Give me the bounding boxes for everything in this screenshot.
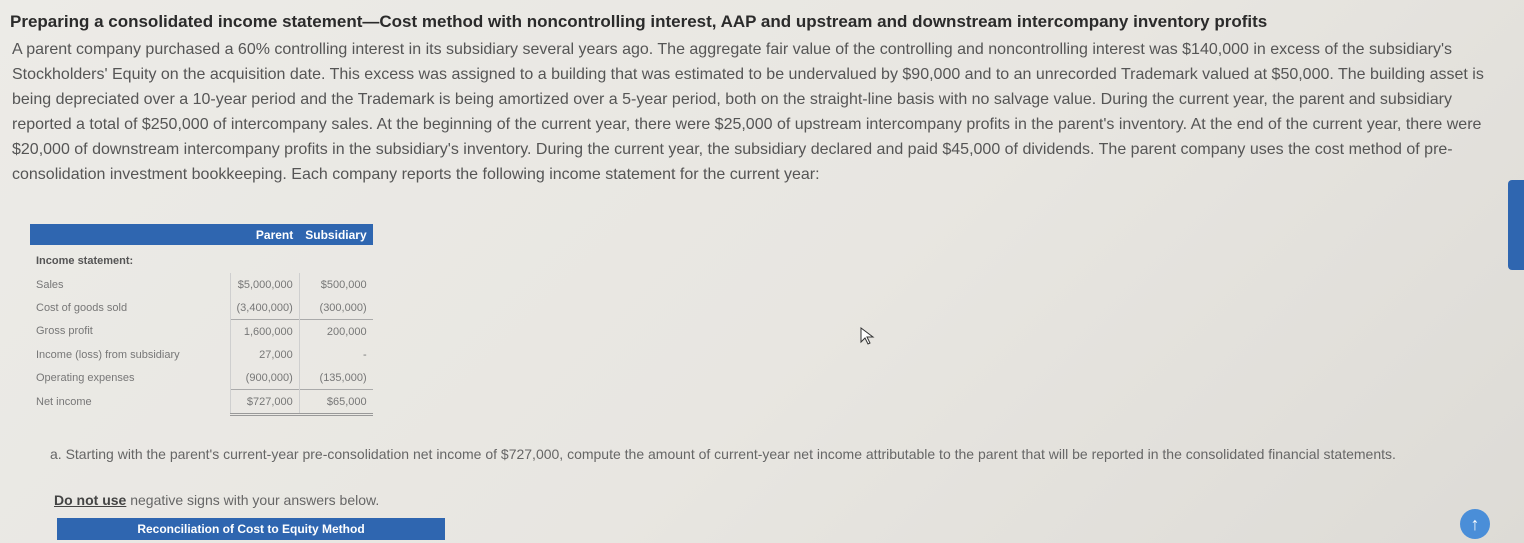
row-label: Income (loss) from subsidiary — [36, 348, 180, 361]
table-row — [30, 343, 373, 366]
parent-value: 1,600,000 — [230, 320, 299, 344]
header-blank-cell — [30, 224, 230, 245]
empty-cell — [230, 245, 299, 273]
instruction-text — [54, 492, 379, 508]
empty-cell — [299, 245, 372, 273]
subsidiary-value: $500,000 — [299, 273, 372, 296]
column-header-parent: Parent — [230, 224, 299, 245]
scroll-to-top-button[interactable] — [1460, 509, 1490, 539]
subsidiary-value: (300,000) — [299, 296, 372, 320]
instruction-rest: negative signs with your answers below. — [126, 492, 380, 508]
parent-value: 27,000 — [230, 343, 299, 366]
parent-value: $727,000 — [230, 390, 299, 415]
row-label: Cost of goods sold — [36, 301, 128, 314]
table-header-row — [30, 224, 373, 245]
table-row — [30, 366, 373, 390]
table-row — [30, 273, 373, 296]
section-row — [30, 245, 373, 273]
question-text: a. Starting with the parent's current-year pre-consolidation net income of $727,000, compute the amount of current-year net income attributable to the parent that will be reported in the consolidated financial statements. — [50, 446, 1396, 462]
problem-title: Preparing a consolidated income statement—Cost method with noncontrolling interest, AAP and upstream and downstream intercompany inventory profits — [10, 12, 1268, 31]
row-label: Gross profit — [36, 325, 93, 338]
row-label: Net income — [36, 396, 92, 408]
row-label: Sales — [36, 278, 64, 291]
reconciliation-table-header: Reconciliation of Cost to Equity Method — [57, 518, 445, 540]
side-panel-tab[interactable] — [1508, 180, 1524, 270]
income-statement-table — [30, 224, 373, 416]
subsidiary-value: (135,000) — [299, 366, 372, 390]
row-label: Operating expenses — [36, 371, 135, 384]
subsidiary-value: - — [299, 343, 372, 366]
subsidiary-value: 200,000 — [299, 320, 372, 344]
parent-value: $5,000,000 — [230, 273, 299, 296]
instruction-emphasis: Do not use — [54, 492, 127, 508]
problem-text: A parent company purchased a 60% controlling interest in its subsidiary several years ago. The aggregate fair value of the controlling and noncontrolling interest was $140,000 in excess of the subsidiary's Stockholders' Equity on the acquisition date. This excess was assigned to a building that was estimated to be undervalued by $90,000 and to an unrecorded Trademark valued at $50,000. The building asset is being depreciated over a 10-year period and the Trademark is being amortized over a 5-year period, both on the straight-line basis with no salvage value. During the current year, the parent and subsidiary reported a total of $250,000 of intercompany sales. At the beginning of the current year, there were $25,000 of upstream intercompany profits in the parent's inventory. At the end of the current year, there were $20,000 of downstream intercompany profits in the subsidiary's inventory. During the current year, the subsidiary declared and paid $45,000 of dividends. The parent company uses the cost method of pre-consolidation investment bookkeeping. Each company reports the following income statement for the current year: — [12, 41, 1484, 183]
table-row — [30, 390, 373, 415]
column-header-subsidiary: Subsidiary — [299, 224, 372, 245]
subsidiary-value: $65,000 — [299, 390, 372, 415]
section-label: Income statement: — [36, 255, 134, 267]
arrow-up-icon: ↑ — [1470, 514, 1480, 534]
table-row — [30, 320, 373, 344]
table-row — [30, 296, 373, 320]
mouse-pointer-icon — [858, 326, 878, 346]
parent-value: (900,000) — [230, 366, 299, 390]
parent-value: (3,400,000) — [230, 296, 299, 320]
